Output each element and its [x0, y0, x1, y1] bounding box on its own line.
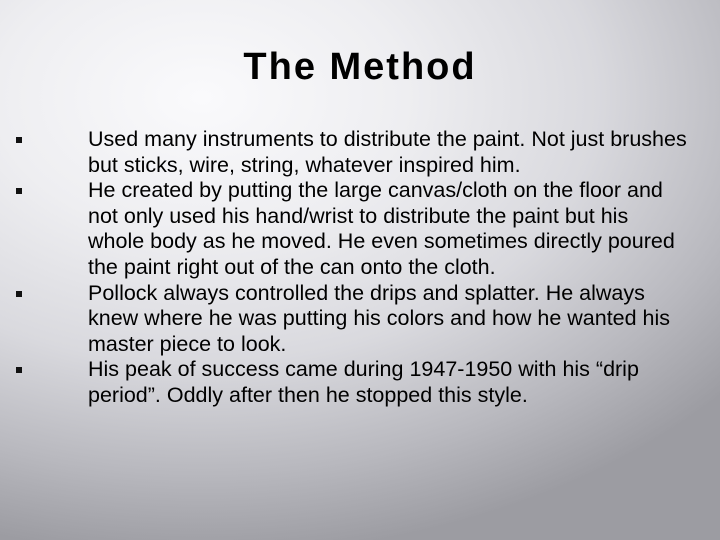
bullet-item [88, 127, 688, 178]
bullet-text: His peak of success came during 1947-1950 with his “drip period”. Oddly after then he stopped this style. [88, 357, 639, 407]
square-bullet-icon [16, 367, 22, 373]
bullet-item [88, 178, 688, 280]
bullet-text: Pollock always controlled the drips and splatter. He always knew where he was putting his colors and how he wanted his master piece to look. [88, 280, 671, 356]
bullet-text: Used many instruments to distribute the paint. Not just brushes but sticks, wire, string, whatever inspired him. [88, 127, 687, 177]
square-bullet-icon [16, 188, 22, 194]
bullet-text: He created by putting the large canvas/cloth on the floor and not only used his hand/wrist to distribute the paint but his whole body as he moved. He even sometimes directly poured the paint right out of the can onto the cloth. [88, 178, 675, 279]
square-bullet-icon [16, 137, 22, 143]
square-bullet-icon [16, 291, 22, 297]
bullet-item [88, 357, 688, 408]
bullet-item [88, 281, 688, 358]
bullet-list [88, 127, 688, 409]
slide-title: The Method [243, 46, 477, 88]
